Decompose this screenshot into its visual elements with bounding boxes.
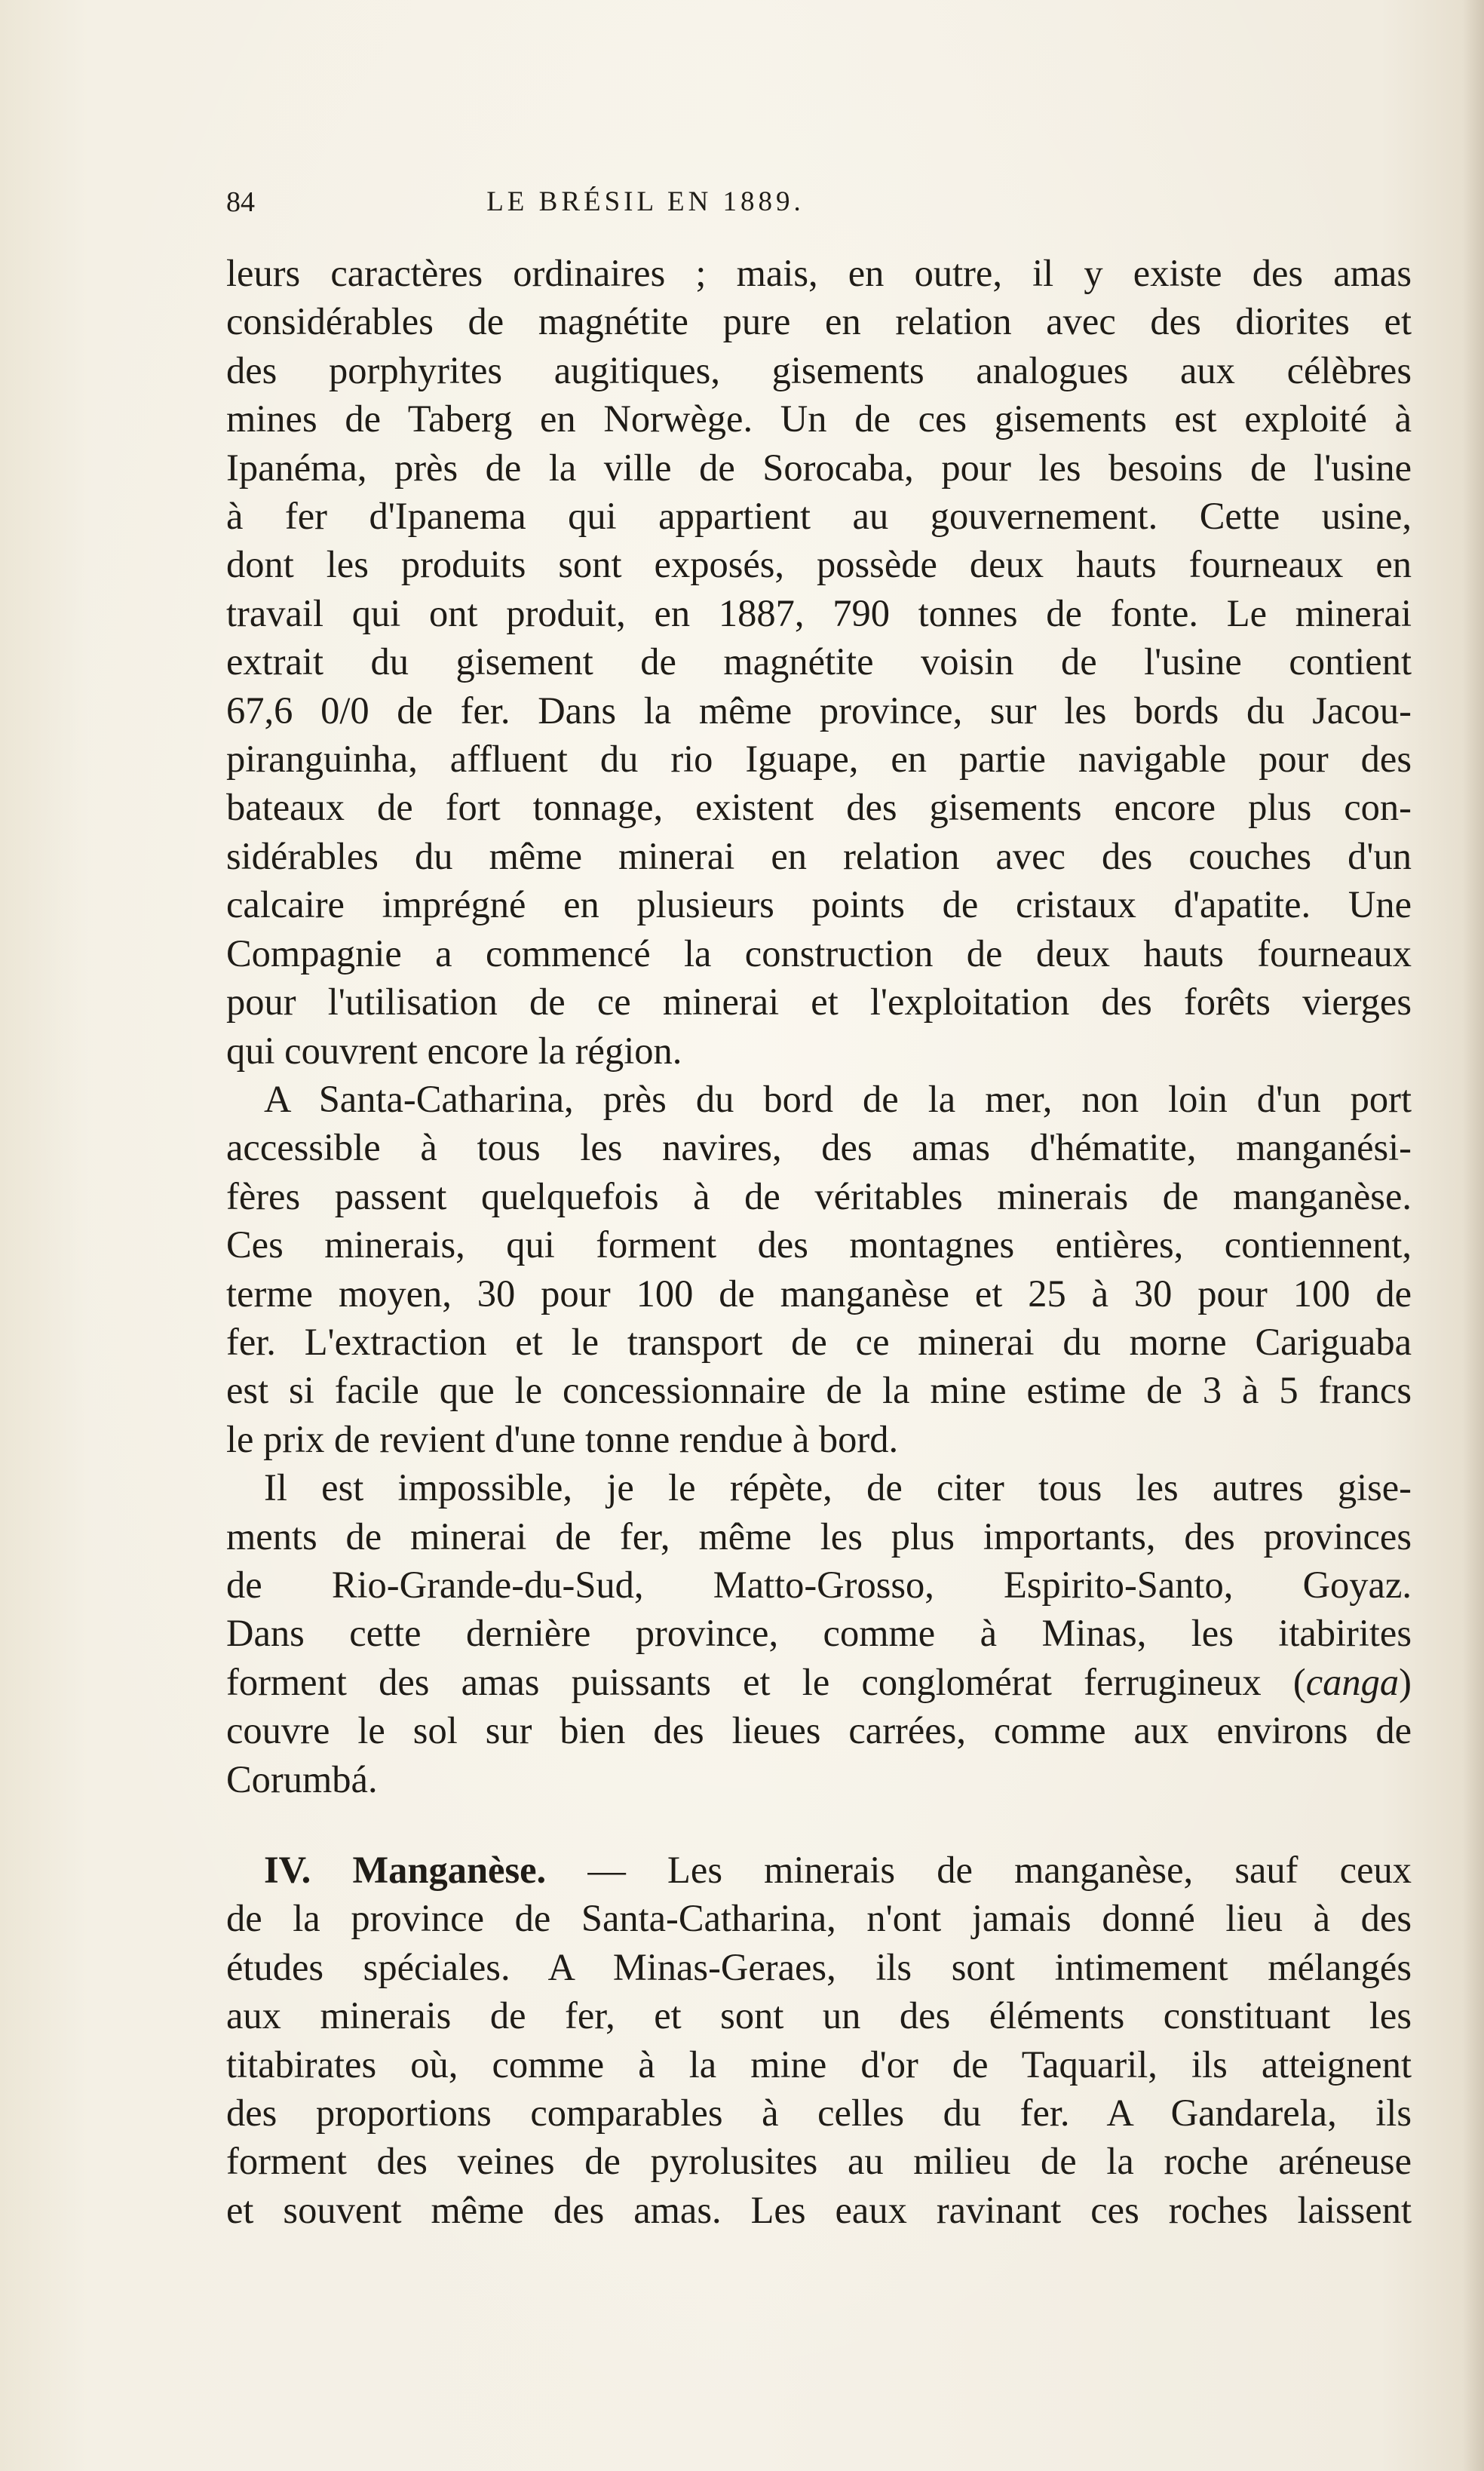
text-line: extrait du gisement de magnétite voisin de l'usine contient xyxy=(226,640,1412,683)
text-line: titabirates où, comme à la mine d'or de Taquaril, ils atteignent xyxy=(226,2043,1412,2086)
text-line: piranguinha, affluent du rio Iguape, en partie navigable pour des xyxy=(226,738,1412,781)
text-line: le prix de revient d'une tonne rendue à bord. xyxy=(226,1417,899,1460)
paragraph-3-body xyxy=(226,1512,1412,1755)
section-manganese-body xyxy=(226,1894,1412,2234)
text-line: ments de minerai de fer, même les plus importants, des provinces xyxy=(226,1515,1412,1558)
text-segment: forment des amas puissants et le conglomérat ferrugineux ( xyxy=(226,1660,1306,1703)
text-line: forment des veines de pyrolusites au milieu de la roche aréneuse xyxy=(226,2140,1412,2183)
text-line: couvre le sol sur bien des lieues carrées, comme aux environs de xyxy=(226,1709,1412,1752)
text-line: et souvent même des amas. Les eaux ravinant ces roches laissent xyxy=(226,2188,1412,2231)
paragraph-3-end xyxy=(226,1755,1412,1803)
text-line: Ces minerais, qui forment des montagnes entières, contiennent, xyxy=(226,1223,1412,1266)
body-text xyxy=(226,249,1412,2234)
section-title: IV. Manganèse. xyxy=(264,1849,547,1891)
text-line xyxy=(226,1846,1412,1894)
paragraph-1-end xyxy=(226,1027,1412,1075)
paragraph-2 xyxy=(226,1075,1412,1123)
text-line: A Santa-Catharina, près du bord de la mer, non loin d'un port xyxy=(264,1077,1412,1120)
text-line: leurs caractères ordinaires ; mais, en outre, il y existe des amas xyxy=(226,252,1412,294)
text-line: mines de Taberg en Norwège. Un de ces gisements est exploité à xyxy=(226,398,1412,440)
text-line: aux minerais de fer, et sont un des éléments constituant les xyxy=(226,1994,1412,2037)
text-line: études spéciales. A Minas-Geraes, ils sont intimement mélangés xyxy=(226,1945,1412,1988)
text-line: de la province de Santa-Catharina, n'ont jamais donné lieu à des xyxy=(226,1897,1412,1940)
text-line: Il est impossible, je le répète, de citer tous les autres gise- xyxy=(264,1466,1412,1509)
text-line: fères passent quelquefois à de véritables minerais de manganèse. xyxy=(226,1174,1412,1217)
text-line: est si facile que le concessionnaire de la mine estime de 3 à 5 francs xyxy=(226,1369,1412,1412)
text-line: Compagnie a commencé la construction de deux hauts fourneaux xyxy=(226,932,1412,975)
text-line: Dans cette dernière province, comme à Minas, les itabirites xyxy=(226,1612,1412,1655)
page-edge-shadow xyxy=(1463,0,1484,2471)
text-line-with-italic xyxy=(226,1658,1412,1706)
text-line: pour l'utilisation de ce minerai et l'exploitation des forêts vierges xyxy=(226,981,1412,1024)
paragraph-2-body xyxy=(226,1123,1412,1414)
text-line: sidérables du même minerai en relation avec des couches d'un xyxy=(226,834,1412,877)
text-line: qui couvrent encore la région. xyxy=(226,1029,682,1072)
paragraph-1 xyxy=(226,249,1412,1027)
text-line: Ipanéma, près de la ville de Sorocaba, pour les besoins de l'usine xyxy=(226,446,1412,489)
text-line: accessible à tous les navires, des amas d'hématite, manganési- xyxy=(226,1126,1412,1169)
text-line: Corumbá. xyxy=(226,1757,378,1800)
italic-term: canga xyxy=(1305,1660,1400,1703)
text-line: 67,6 0/0 de fer. Dans la même province, sur les bords du Jacou- xyxy=(226,689,1412,732)
text-line: calcaire imprégné en plusieurs points de cristaux d'apatite. Une xyxy=(226,883,1412,926)
text-line: terme moyen, 30 pour 100 de manganèse et 25 à 30 pour 100 de xyxy=(226,1272,1412,1315)
text-line: considérables de magnétite pure en relation avec des diorites et xyxy=(226,300,1412,343)
text-line: des porphyrites augitiques, gisements analogues aux célèbres xyxy=(226,348,1412,391)
text-segment: — Les minerais de manganèse, sauf ceux xyxy=(546,1849,1412,1891)
text-line: de Rio-Grande-du-Sud, Matto-Grosso, Espirito-Santo, Goyaz. xyxy=(226,1563,1412,1606)
text-line: fer. L'extraction et le transport de ce minerai du morne Cariguaba xyxy=(226,1320,1412,1363)
text-line: bateaux de fort tonnage, existent des gisements encore plus con- xyxy=(226,786,1412,829)
page-number: 84 xyxy=(226,186,255,218)
running-title: LE BRÉSIL EN 1889. xyxy=(486,186,805,217)
paragraph-3 xyxy=(226,1463,1412,1512)
text-line: des proportions comparables à celles du fer. A Gandarela, ils xyxy=(226,2092,1412,2135)
page-header xyxy=(226,180,1065,225)
text-line: à fer d'Ipanema qui appartient au gouvernement. Cette usine, xyxy=(226,495,1412,538)
text-line: dont les produits sont exposés, possède deux hauts fourneaux en xyxy=(226,543,1412,586)
section-manganese xyxy=(226,1846,1412,1894)
paragraph-2-end xyxy=(226,1415,1412,1463)
text-line: travail qui ont produit, en 1887, 790 tonnes de fonte. Le minerai xyxy=(226,591,1412,634)
text-segment: ) xyxy=(1399,1660,1412,1703)
